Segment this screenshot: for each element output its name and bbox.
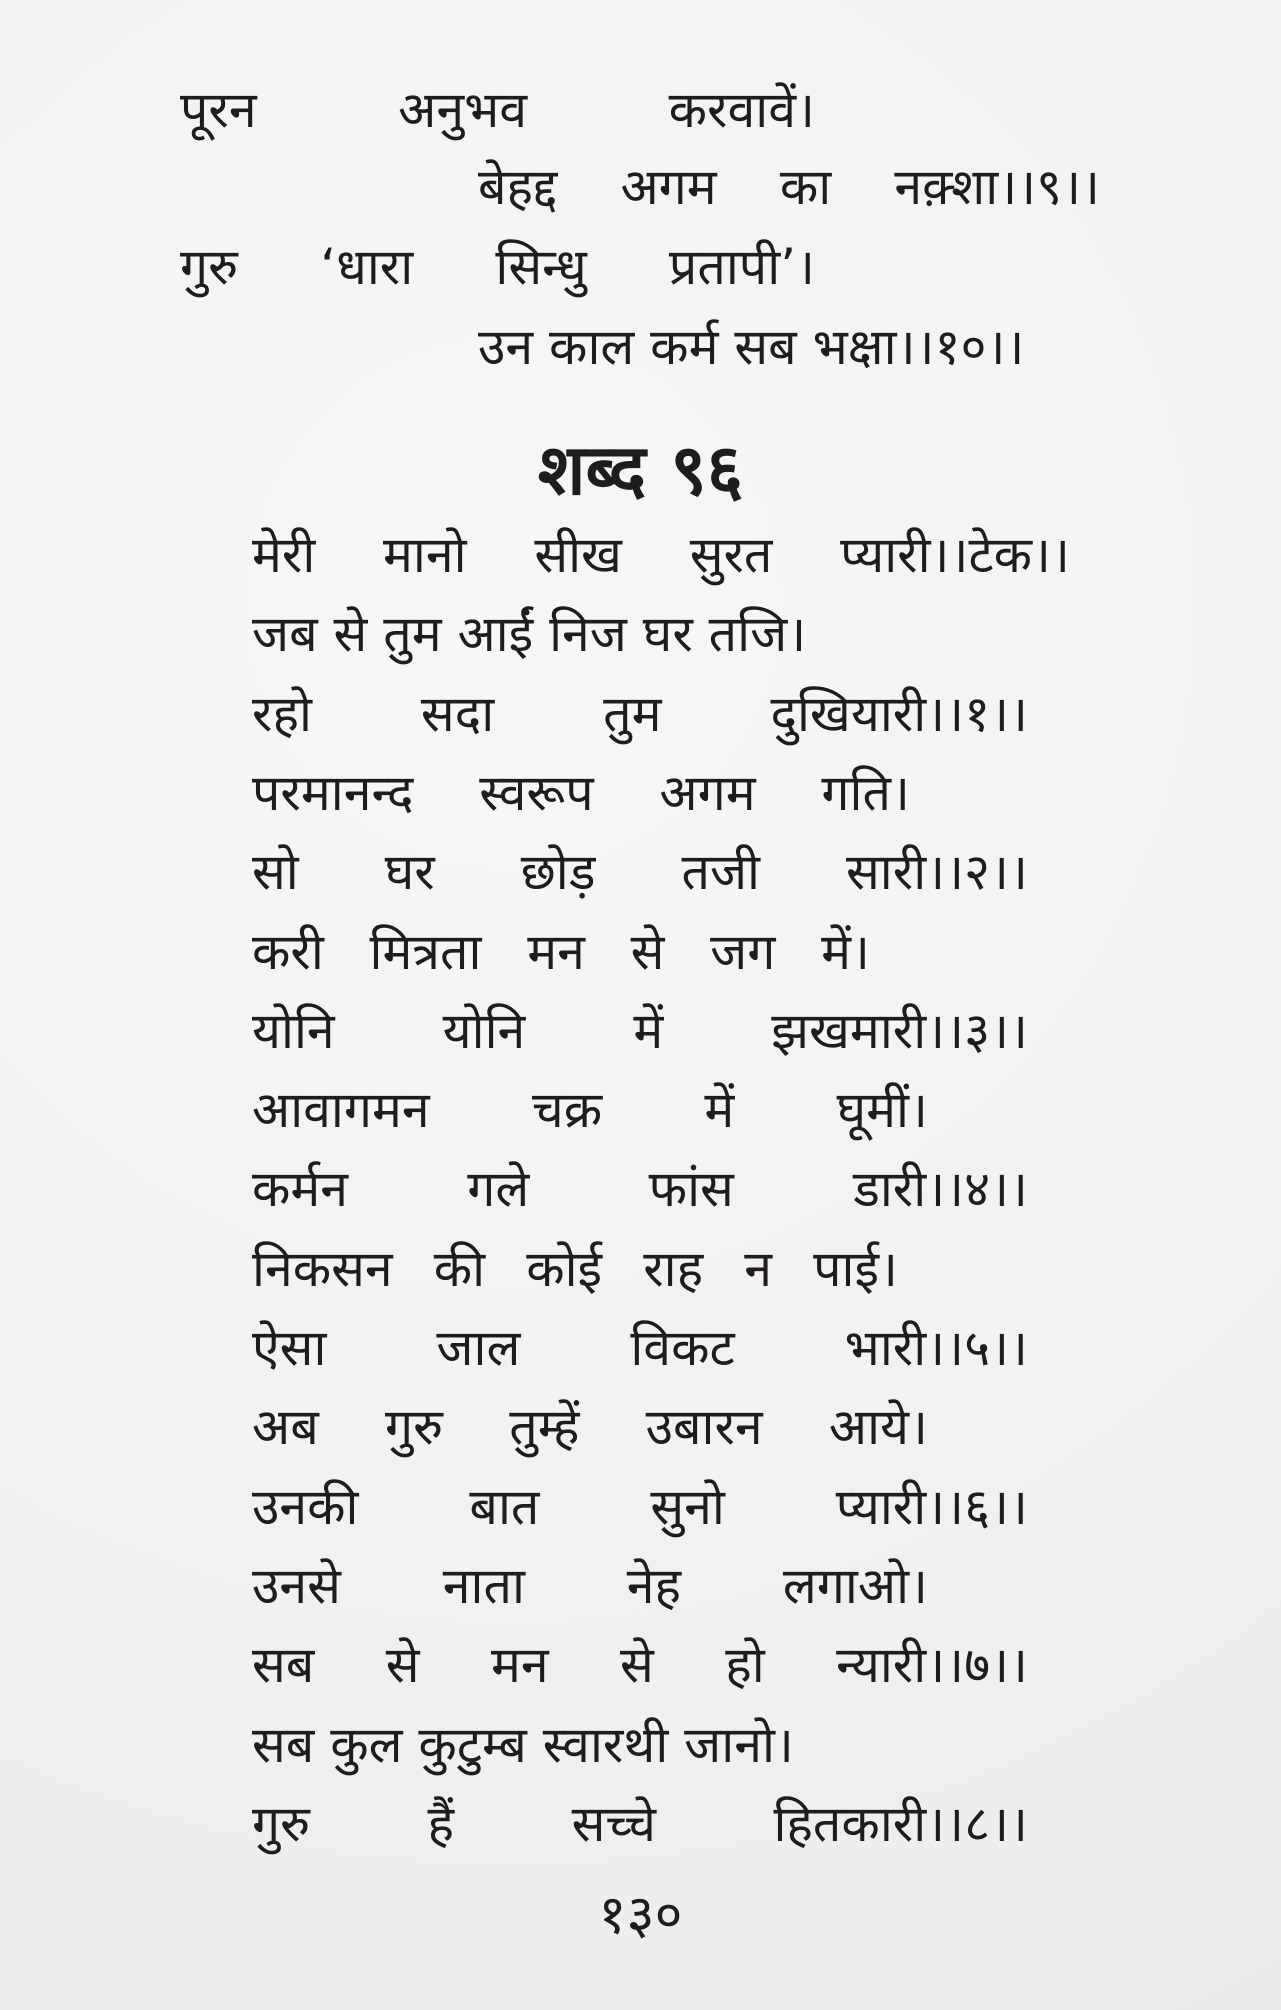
verse-word: तुम [603,685,662,743]
verse-word: भारी।।५।। [844,1319,1028,1377]
verse-word: हैं [427,1795,455,1853]
word: गुरु [180,238,239,296]
verse-word: मित्रता [369,923,482,981]
word: अगम [620,158,717,216]
verse-word: योनि [442,1002,526,1060]
verse-word: करी [252,923,324,981]
verse-word: कोई [526,1240,603,1298]
intro-line-4 [478,317,1024,377]
verse-line [252,684,1028,744]
verse-text: उन काल कर्म सब भक्षा।।१०।। [478,318,1025,376]
verse-word: बात [469,1478,540,1536]
word: पूरन [180,81,257,139]
verse-line [252,604,806,664]
verse-word: चक्र [531,1081,603,1139]
verse-word: कर्मन [252,1160,349,1218]
verse-word: सो [252,843,299,901]
verse-word: से [630,923,665,981]
verse-word: सदा [420,685,495,743]
verse-line [252,1159,1028,1219]
verse-word: उनसे [252,1557,341,1615]
verse-word: लगाओ। [782,1557,928,1615]
verse-word: हो [725,1636,765,1694]
verse-word: सारी।।२।। [846,843,1028,901]
verse-word: गति। [821,764,910,822]
verse-word: मन [527,923,585,981]
intro-line-3 [180,237,815,297]
verse-word: अगम [659,764,756,822]
word: करवावें। [668,81,815,139]
verse-line [252,1556,928,1616]
verse-word: की [433,1240,486,1298]
verse-line [252,1635,1028,1695]
verse-word: निकसन [252,1240,393,1298]
verse-word: ऐसा [252,1319,327,1377]
verse-word: मन [490,1636,549,1694]
verse-line [252,1397,928,1457]
verse-word: पाई। [813,1240,898,1298]
section-heading: शब्द ९६ [537,429,744,511]
word: अनुभव [398,81,528,139]
verse-word: में [704,1081,735,1139]
verse-word: झखमारी।।३।। [771,1002,1028,1060]
verse-word: नेह [626,1557,682,1615]
verse-word: सुरत [689,526,773,584]
verse-word: राह [643,1240,704,1298]
verse-word: जग [710,923,776,981]
page-number: १३० [598,1883,683,1946]
verse-word: सब कुल कुटुम्ब स्वारथी जानो। [252,1716,794,1774]
verse-word: स्वरूप [479,764,594,822]
verse-word: गले [467,1160,530,1218]
verse-word: गुरु [252,1795,311,1853]
verse-word: अब [252,1398,319,1456]
verse-word: घर [384,843,435,901]
verse-word: आये। [828,1398,928,1456]
verse-word: न्यारी।।७।। [836,1636,1028,1694]
verse-word: छोड़ [520,843,596,901]
verse-word: न [744,1240,772,1298]
verse-word: सब [252,1636,315,1694]
verse-word: जब से तुम आईं निज घर तजि। [252,605,807,663]
word: नक़्शा।।९।। [894,158,1100,216]
verse-word: से [620,1636,654,1694]
word: सिन्धु [495,238,587,296]
verse-word: घूमीं। [836,1081,928,1139]
verse-line [252,1080,928,1140]
word: ‘धारा [320,238,414,296]
verse-word: में [633,1002,664,1060]
verse-line [252,763,910,823]
verse-line [252,1794,1028,1854]
verse-word: तुम्हें [509,1398,580,1456]
word: बेहद्द [478,158,558,216]
verse-word: तजी [681,843,761,901]
intro-line-1 [180,80,815,140]
verse-word: फांस [648,1160,734,1218]
word: प्रतापी’। [668,238,815,296]
word: का [779,158,832,216]
verse-line [252,1318,1028,1378]
verse-word: सच्चे [571,1795,656,1853]
verse-word: उबारन [645,1398,763,1456]
verse-word: मेरी [252,526,316,584]
verse-word: डारी।।४।। [853,1160,1028,1218]
verse-word: परमानन्द [252,764,414,822]
verse-word: रहो [252,685,312,743]
verse-word: विकट [630,1319,735,1377]
verse-word: में। [821,923,870,981]
verse-word: दुखियारी।।१।। [770,685,1028,743]
verse-word: नाता [442,1557,525,1615]
verse-word: सुनो [650,1478,725,1536]
verse-word: योनि [252,1002,335,1060]
verse-line [252,1001,1028,1061]
verse-line [252,1477,1028,1537]
verse-word: उनकी [252,1478,359,1536]
verse-line [252,1239,898,1299]
verse-word: प्यारी।।६।। [835,1478,1028,1536]
verse-word: सीख [534,526,622,584]
verse-word: हितकारी।।८।। [773,1795,1028,1853]
verse-word: से [385,1636,420,1694]
verse-word: गुरु [384,1398,444,1456]
verse-word: मानो [383,526,467,584]
verse-word: जाल [436,1319,521,1377]
intro-line-2 [478,157,1100,217]
verse-line [252,842,1028,902]
verse-word: आवागमन [252,1081,430,1139]
verse-line [252,1715,794,1775]
verse-line [252,922,870,982]
verse-line [252,525,1070,585]
verse-word: प्यारी।।टेक।। [840,526,1070,584]
